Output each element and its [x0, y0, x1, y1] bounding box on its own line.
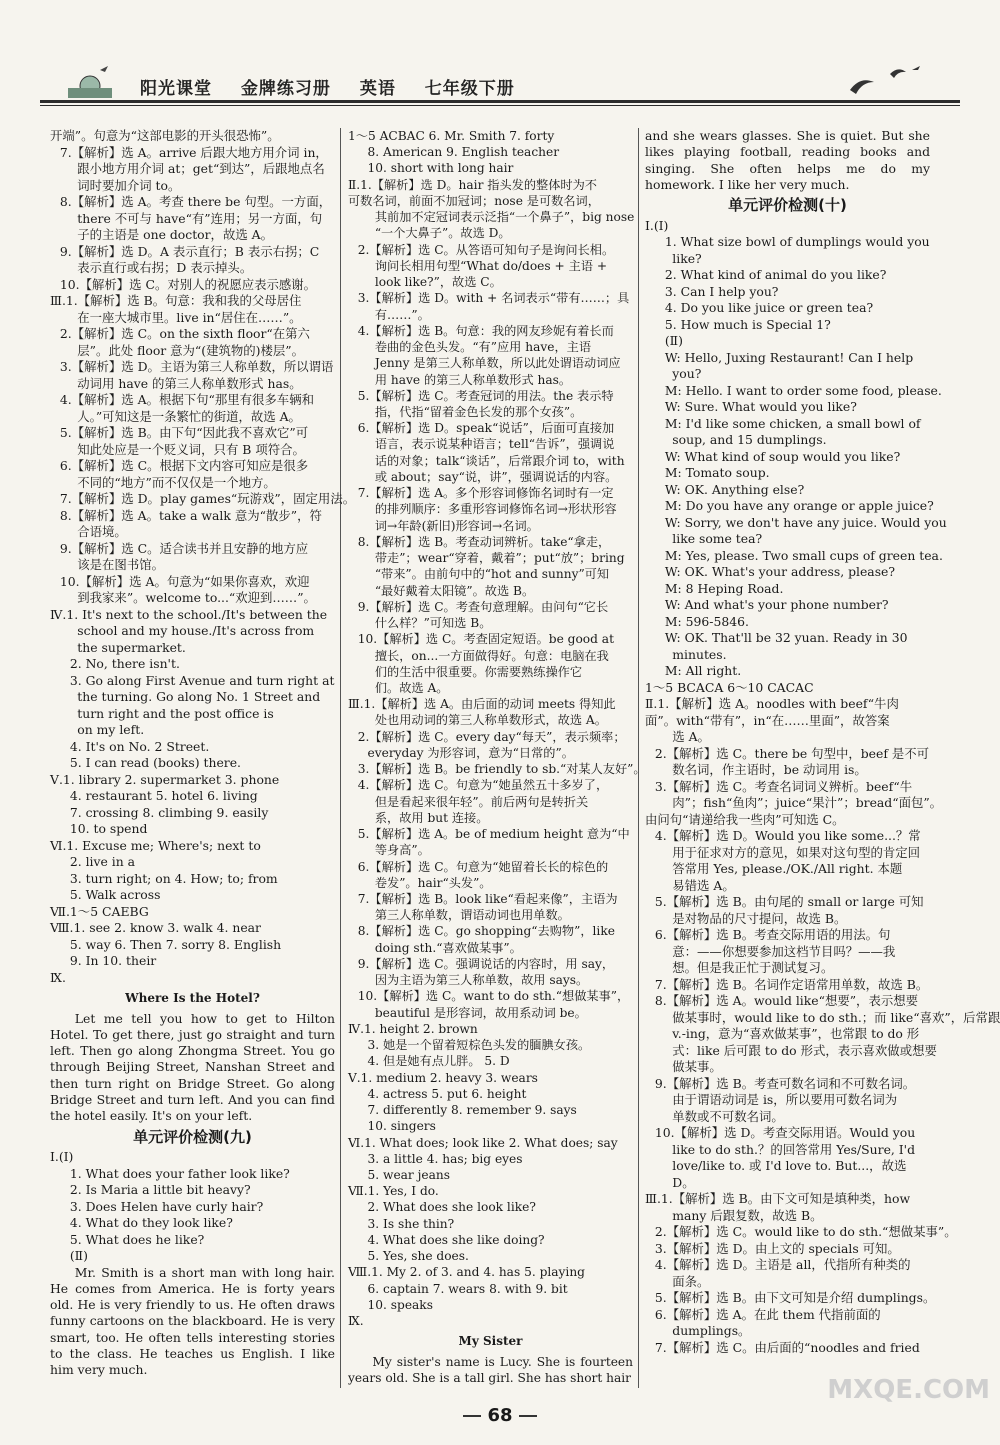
answer-line: Ⅵ.1. What does; look like 2. What does; say — [348, 1135, 618, 1150]
answer-line: 8.【解析】选 A。would like“想要”，表示想要 — [654, 993, 919, 1009]
answer-line: Ⅲ.1.【解析】选 A。由后面的动词 meets 得知此 — [348, 697, 616, 712]
answer-line: 6.【解析】选 A。在此 them 代指前面的 — [654, 1306, 881, 1322]
answer-line: 5.【解析】选 B。由下句“因此我不喜欢它”可 — [59, 425, 309, 440]
answer-line: M: 596-5846. — [664, 613, 749, 629]
answer-line: 想。但是我正忙于测试复习。 — [672, 960, 834, 976]
answer-line: beautiful 是形容词，故用系动词 be。 — [374, 1005, 587, 1020]
answer-line: 9.【解析】选 D。A 表示直行；B 表示右拐；C — [59, 243, 320, 259]
answer-line: 词→年龄(新旧)形容词→名词。 — [374, 518, 539, 533]
answer-line: 8.【解析】选 C。go shopping“去购物”，like — [357, 924, 615, 939]
page-number: 68 — [0, 1405, 1000, 1426]
answer-line: 不同的“地方”而不仅仅是一个地方。 — [77, 474, 276, 490]
answer-line: 指，代指“留着金色长发的那个女孩”。 — [374, 404, 583, 419]
answer-line: W: Sorry, we don't have any juice. Would you — [664, 514, 947, 530]
sunrise-logo-icon — [60, 60, 120, 100]
answer-line: 2. What does she look like? — [367, 1200, 536, 1215]
answer-line: 5.【解析】选 A。be of medium height 意为“中 — [357, 827, 630, 842]
answer-line: 3.【解析】选 B。be friendly to sb.“对某人友好”。 — [357, 762, 646, 777]
answer-line: 到我家来”。welcome to...“欢迎到……”。 — [77, 590, 316, 605]
answer-line: on my left. — [77, 722, 145, 737]
answer-line: 7.【解析】选 A。多个形容词修饰名词时有一定 — [357, 486, 614, 501]
answer-line: 2.【解析】选 C。would like to do sth.“想做某事”。 — [654, 1224, 957, 1240]
answer-line: W: Sure. What would you like? — [664, 399, 857, 415]
answer-line: Ⅶ.1～5 CAEBG — [50, 903, 149, 919]
header-title — [140, 74, 537, 99]
answer-line: 10.【解析】选 C。对别人的祝愿应表示感谢。 — [59, 276, 317, 292]
watermark: MXQE.COM — [827, 1375, 990, 1405]
answer-line: Ⅷ.1. see 2. know 3. walk 4. near — [50, 920, 261, 935]
answer-line: 系，故用 but 连接。 — [374, 810, 489, 825]
answer-line: 4.【解析】选 D。Would you like some...？常 — [654, 828, 921, 844]
answer-line: 5.【解析】选 C。考查冠词的用法。the 表示特 — [357, 388, 614, 403]
answer-line: D。 — [672, 1174, 695, 1190]
answer-line: 做某事。 — [672, 1059, 722, 1075]
header-rule — [40, 100, 960, 103]
answer-line: 表示直行或右拐；D 表示掉头。 — [77, 260, 253, 275]
answer-line: 8. American 9. English teacher — [367, 145, 560, 160]
answer-line: 3. 她是一个留着短棕色头发的腼腆女孩。 — [367, 1038, 591, 1053]
answer-line: 5.【解析】选 B。由句尾的 small or large 可知 — [654, 894, 924, 910]
answer-line: 用于征求对方的意见，如果对这句型的肯定回 — [672, 844, 921, 860]
section-title: 单元评价检测(十) — [728, 196, 847, 215]
answer-line: 5. What does he like? — [69, 1231, 205, 1247]
answer-line: 易错选 A。 — [672, 877, 735, 893]
answer-line: like to do sth.？的回答常用 Yes/Sure, I'd — [672, 1141, 916, 1157]
answer-line: Ⅱ.1.【解析】选 D。hair 指头发的整体时为不 — [348, 177, 597, 192]
answer-line: 4. Do you like juice or green tea? — [664, 300, 874, 316]
answer-line: Ⅸ. — [348, 1314, 364, 1329]
answer-line: 合语境。 — [77, 524, 127, 539]
answer-line: 8.【解析】选 B。考查动词辨析。take“拿走， — [357, 534, 611, 549]
birds-icon — [840, 60, 930, 100]
answer-line: there 不可与 have“有”连用；另一方面，句 — [77, 210, 323, 226]
answer-line: 10.【解析】选 C。want to do sth.“想做某事”， — [357, 989, 630, 1004]
answer-line: 7.【解析】选 B。look like“看起来像”，主语为 — [357, 892, 618, 907]
answer-line: 4.【解析】选 D。主语是 all，代指所有种类的 — [654, 1257, 911, 1273]
answer-line: everyday 为形容词，意为“日常的”。 — [367, 745, 574, 760]
grade-name: 七年级下册 — [424, 79, 515, 99]
answer-line: 人。”可知这是一条繁忙的街道，故选 A。 — [77, 408, 301, 424]
answer-line: W: OK. That'll be 32 yuan. Ready in 30 — [664, 630, 908, 646]
answer-line: Ⅳ.1. height 2. brown — [348, 1021, 478, 1036]
answer-line: 或 about；say“说，讲”，强调说话的内容。 — [374, 469, 618, 484]
answer-line: 4. restaurant 5. hotel 6. living — [69, 788, 258, 803]
answer-line: 5. I can read (books) there. — [69, 755, 241, 770]
answer-line: 话的对象；talk“谈话”，后常跟介词 to，with — [374, 453, 625, 468]
answer-line: 7.【解析】选 A。arrive 后跟大地方用介词 in， — [59, 144, 328, 160]
answer-line: W: OK. Anything else? — [664, 481, 805, 497]
answer-line: 由问句“请递给我一些肉”可知选 C。 — [645, 811, 845, 827]
answer-line: 的排列顺序：多重形容词修饰名词→形状形容 — [374, 502, 617, 517]
answer-line: 4.【解析】选 B。句意：我的网友珍妮有着长而 — [357, 323, 614, 338]
answer-line: W: OK. What's your address, please? — [664, 564, 896, 580]
answer-line: 2. live in a — [69, 854, 136, 869]
answer-line: 带走”；wear“穿着，戴着”；put“放”；bring — [374, 551, 625, 566]
answer-line: 该是在图书馆。 — [77, 557, 164, 572]
passage-text: Let me tell you how to get to Hilton Hotel. To get there, just go straight and turn left. Then go along Zhongma Street. You go through Beijing Street, Nanshan Street and then turn right on Bridge Street. Go along Bridge Street and turn left. And you can find the hotel easily. It's on your left. — [50, 1010, 335, 1124]
answer-line: Ⅷ.1. My 2. of 3. and 4. has 5. playing — [348, 1265, 585, 1280]
answer-line: Ⅵ.1. Excuse me; Where's; next to — [50, 837, 261, 853]
answer-line: 6.【解析】选 B。考查交际用语的用法。句 — [654, 927, 891, 943]
answer-line: “带来”。由前句中的“hot and sunny”可知 — [374, 567, 610, 582]
answer-line: 3.【解析】选 C。考查名词词义辨析。beef“牛 — [654, 778, 913, 794]
answer-line: 9.【解析】选 C。强调说话的内容时，用 say， — [357, 956, 615, 971]
answer-line: 层”。此处 floor 意为“(建筑物的)楼层”。 — [77, 342, 304, 358]
answer-line: Ⅸ. — [50, 969, 66, 985]
answer-line: 第三人称单数，谓语动词也用单数。 — [374, 908, 570, 923]
answer-line: 肉”；fish“鱼肉”；juice“果汁”；bread“面包”。 — [672, 795, 943, 811]
answer-line: soup, and 15 dumplings. — [672, 432, 827, 448]
answer-line: 但是看起来很年轻”。前后两句是转折关 — [374, 794, 589, 809]
answer-line: 面”。with“带有”，in“在……里面”，故答案 — [645, 712, 890, 728]
answer-line: 3. Go along First Avenue and turn right at — [69, 672, 335, 688]
answer-line: 卷曲的金色头发。“有”应用 have，主语 — [374, 340, 592, 355]
answer-line: v.-ing，意为“喜欢做某事”，也常跟 to do 形 — [672, 1026, 920, 1042]
header-rule-thin — [40, 105, 960, 106]
answer-line: (Ⅱ) — [69, 1248, 88, 1264]
answer-line: 9.【解析】选 C。考查句意理解。由问句“它长 — [357, 599, 609, 614]
answer-line: 3. Can I help you? — [664, 283, 779, 299]
answer-column-2 — [348, 128, 646, 1386]
answer-line: M: Tomato soup. — [664, 465, 770, 481]
answer-line: like some tea? — [672, 531, 763, 547]
answer-line: M: All right. — [664, 663, 742, 679]
answer-line: 3. Is she thin? — [367, 1216, 455, 1231]
answer-line: dumplings。 — [672, 1323, 751, 1339]
answer-line: 5.【解析】选 B。由下文可知是介绍 dumplings。 — [654, 1290, 936, 1306]
answer-line: 4. What do they look like? — [69, 1215, 233, 1231]
answer-line: 1～5 ACBAC 6. Mr. Smith 7. forty — [348, 129, 555, 143]
answer-line: Ⅱ.1.【解析】选 A。noodles with beef“牛肉 — [645, 696, 899, 712]
answer-line: 什么样？”可知选 B。 — [374, 616, 492, 631]
answer-line: 4. It's on No. 2 Street. — [69, 738, 210, 754]
passage-text: My sister's name is Lucy. She is fourteen years old. She is a tall girl. She has short hair — [348, 1354, 633, 1385]
answer-line: 动词用 have 的第三人称单数形式 has。 — [77, 375, 302, 391]
answer-line: doing sth.“喜欢做某事”。 — [374, 940, 522, 955]
answer-line: 6.【解析】选 C。句意为“她留着长长的棕色的 — [357, 859, 609, 874]
answer-line: 有……”。 — [374, 307, 430, 322]
answer-line: Ⅶ.1. Yes, I do. — [348, 1184, 439, 1199]
answer-line: school and my house./It's across from — [77, 623, 315, 638]
passage-title: Where Is the Hotel? — [125, 991, 260, 1005]
section-title: 单元评价检测(九) — [133, 1127, 252, 1146]
answer-line: Ⅴ.1. medium 2. heavy 3. wears — [348, 1070, 538, 1085]
answer-line: 是对物品的尺寸提问，故选 B。 — [672, 910, 847, 926]
answer-line: Ⅰ.(Ⅰ) — [645, 217, 669, 233]
answer-line: 10. short with long hair — [367, 161, 514, 176]
answer-line: 7. crossing 8. climbing 9. easily — [69, 804, 269, 820]
answer-line: 询问长相用句型“What do/does + 主语 + — [374, 258, 608, 273]
answer-line: 7. differently 8. remember 9. says — [367, 1103, 577, 1118]
answer-line: 4. What does she like doing? — [367, 1232, 545, 1247]
answer-line: 用 have 的第三人称单数形式 has。 — [374, 372, 572, 387]
answer-line: 跟小地方用介词 at；get“到达”，后跟地点名 — [77, 161, 325, 176]
answer-line: you? — [672, 366, 702, 382]
answer-line: 10.【解析】选 D。考查交际用语。Would you — [654, 1125, 916, 1141]
answer-line: 面条。 — [672, 1273, 710, 1289]
answer-line: “一个大鼻子”。故选 D。 — [374, 226, 511, 241]
answer-line: W: What kind of soup would you like? — [664, 448, 901, 464]
answer-line: 擅长，on...一方面做得好。句意：电脑在我 — [374, 648, 609, 663]
answer-line: 10. singers — [367, 1119, 436, 1134]
column-1-listening — [50, 1149, 335, 1265]
answer-line: 开端”。句意为“这部电影的开头很恐怖”。 — [50, 128, 280, 143]
answer-line: like? — [672, 250, 702, 266]
answer-line: 卷发”。hair“头发”。 — [374, 875, 492, 890]
answer-line: 在一座大城市里。live in“居住在……”。 — [77, 309, 302, 325]
column-3-answers — [645, 217, 1000, 1357]
answer-line: Ⅲ.1.【解析】选 B。句意：我和我的父母居住 — [50, 293, 302, 308]
answer-line: 9.【解析】选 B。考查可数名词和不可数名词。 — [654, 1075, 916, 1091]
answer-line: 3. turn right; on 4. How; to; from — [69, 870, 278, 886]
page-header — [40, 60, 960, 115]
answer-line: 7.【解析】选 B。名词作定语常用单数，故选 B。 — [654, 976, 929, 992]
answer-line: 2.【解析】选 C。every day“每天”，表示频率； — [357, 729, 626, 744]
answer-line: 5. Yes, she does. — [367, 1249, 469, 1264]
answer-line: “最好戴着太阳镜”。故选 B。 — [374, 583, 535, 598]
answer-line: 10.【解析】选 A。句意为“如果你喜欢，欢迎 — [59, 573, 310, 589]
answer-line: M: 8 Heping Road. — [664, 580, 784, 596]
answer-line: 答常用 Yes, please./OK./All right. 本题 — [672, 861, 903, 877]
passage-continuation: and she wears glasses. She is quiet. But she likes playing football, reading books and singing. She often helps me do my homework. I like her very much. — [645, 128, 930, 192]
answer-line: 4.【解析】选 C。句意为“她虽然五十多岁了， — [357, 778, 609, 793]
answer-line: Ⅳ.1. It's next to the school./It's between the — [50, 606, 328, 622]
answer-line: 2.【解析】选 C。there be 句型中，beef 是不可 — [654, 745, 930, 761]
answer-line: look like?”，故选 C。 — [374, 275, 502, 290]
answer-line: the supermarket. — [77, 639, 186, 655]
answer-line: 2. No, there isn't. — [69, 656, 180, 671]
answer-column-1 — [50, 128, 356, 1379]
answer-line: 2. Is Maria a little bit heavy? — [69, 1182, 251, 1198]
answer-line: 数名词，作主语时，be 动词用 is。 — [672, 762, 867, 778]
answer-line: 式：like 后可跟 to do 形式，表示喜欢做或想要 — [672, 1042, 937, 1058]
answer-line: many 后跟复数，故选 B。 — [672, 1207, 823, 1223]
answer-line: 2.【解析】选 C。on the sixth floor“在第六 — [59, 326, 310, 341]
answer-line: 10. speaks — [367, 1297, 433, 1312]
answer-line: 1. What does your father look like? — [69, 1165, 290, 1181]
answer-line: turn right and the post office is — [77, 705, 274, 721]
answer-line: 语言，表示说某种语言；tell“告诉”，强调说 — [374, 437, 615, 452]
answer-line: Jenny 是第三人称单数，所以此处谓语动词应 — [374, 356, 621, 371]
answer-line: 4. 但是她有点儿胖。 5. D — [367, 1054, 510, 1069]
answer-line: (Ⅱ) — [664, 333, 683, 349]
answer-line: 5. way 6. Then 7. sorry 8. English — [69, 936, 282, 952]
answer-line: 3.【解析】选 D。主语为第三人称单数，所以谓语 — [59, 359, 334, 374]
answer-line: 3. a little 4. has; big eyes — [367, 1151, 523, 1166]
answer-line: 5. Walk across — [69, 887, 161, 902]
answer-line: W: Hello, Juxing Restaurant! Can I help — [664, 349, 914, 365]
answer-line: 意：——你想要参加这档节目吗？——我 — [672, 943, 896, 959]
answer-line: 3.【解析】选 D。with + 名词表示“带有……；具 — [357, 291, 630, 306]
answer-line: 8.【解析】选 A。take a walk 意为“散步”，符 — [59, 507, 322, 523]
book-name: 金牌练习册 — [240, 79, 331, 99]
answer-line: 1. What size bowl of dumplings would you — [664, 234, 930, 250]
answer-line: 9.【解析】选 C。适合读书并且安静的地方应 — [59, 540, 309, 556]
answer-line: 10.【解析】选 C。考查固定短语。be good at — [357, 632, 614, 647]
answer-line: M: Hello. I want to order some food, please. — [664, 382, 942, 398]
answer-line: 8.【解析】选 A。考查 there be 句型。一方面， — [59, 194, 332, 209]
listening-passage: Mr. Smith is a short man with long hair. He comes from America. He is forty years old. He is very friendly to us. He often draws funny cartoons on the blackboard. He is very smart, too. He often tells interesting stories to the class. He teaches us English. I like him very much. — [50, 1264, 335, 1378]
answer-line: 6. captain 7. wears 8. with 9. bit — [367, 1281, 568, 1296]
answer-line: 因为主语为第三人称单数，故用 says。 — [374, 973, 589, 988]
column-divider — [340, 128, 341, 1388]
answer-line: 2. What kind of animal do you like? — [664, 267, 887, 283]
answer-line: 7.【解析】选 C。由后面的“noodles and fried — [654, 1339, 920, 1355]
answer-line: 9. In 10. their — [69, 953, 157, 968]
series-name: 阳光课堂 — [140, 79, 212, 99]
answer-line: M: Do you have any orange or apple juice? — [664, 498, 934, 514]
answer-line: love/like to. 或 I'd love to. But...，故选 — [672, 1158, 907, 1174]
answer-line: 3. Does Helen have curly hair? — [69, 1198, 264, 1214]
answer-column-3 — [645, 128, 1000, 1356]
answer-line: 们。故选 A。 — [374, 680, 449, 695]
answer-line: Ⅴ.1. library 2. supermarket 3. phone — [50, 771, 280, 787]
answer-line: 可数名词，前面不加冠词；nose 是可数名词， — [348, 193, 600, 208]
answer-line: 选 A。 — [672, 729, 710, 745]
answer-line: 单数或不可数名词。 — [672, 1108, 784, 1124]
answer-line: 知此处应是一个贬义词，只有 B 项符合。 — [77, 441, 305, 457]
subject-name: 英语 — [359, 79, 396, 99]
answer-line: 5. How much is Special 1? — [664, 316, 831, 332]
column-2-answers — [348, 128, 646, 1329]
answer-line: 6.【解析】选 D。speak“说话”，后面可直接加 — [357, 421, 615, 436]
answer-line: 词时要加介词 to。 — [77, 177, 181, 193]
answer-line: 处也用动词的第三人称单数形式，故选 A。 — [374, 713, 607, 728]
column-1-answers — [50, 128, 356, 986]
answer-line: 5. wear jeans — [367, 1168, 450, 1182]
answer-line: W: And what's your phone number? — [664, 597, 889, 613]
answer-line: Ⅲ.1.【解析】选 B。由下文可知是填种类，how — [645, 1191, 911, 1207]
answer-line: 1～5 BCACA 6～10 CACAC — [645, 679, 814, 695]
answer-line: 4.【解析】选 A。根据下句“那里有很多车辆和 — [59, 392, 314, 407]
answer-line: Ⅰ.(Ⅰ) — [50, 1149, 74, 1165]
answer-line: 等身高”。 — [374, 843, 430, 858]
answer-line: 10. to spend — [69, 821, 148, 836]
answer-line: 4. actress 5. put 6. height — [367, 1086, 527, 1101]
answer-line: the turning. Go along No. 1 Street and — [77, 689, 321, 704]
answer-line: 2.【解析】选 C。从答语可知句子是询问长相。 — [357, 242, 615, 257]
answer-line: M: I'd like some chicken, a small bowl of — [664, 415, 921, 431]
answer-line: 子的主语是 one doctor，故选 A。 — [77, 227, 274, 242]
answer-line: 由于谓语动词是 is，所以要用可数名词为 — [672, 1092, 898, 1108]
answer-line: 3.【解析】选 D。由上文的 specials 可知。 — [654, 1240, 900, 1256]
answer-line: 做某事时，would like to do sth.；而 like“喜欢”，后常跟 — [672, 1009, 1000, 1025]
answer-line: 6.【解析】选 C。根据下文内容可知应是很多 — [59, 458, 309, 473]
answer-line: 7.【解析】选 D。play games“玩游戏”，固定用法。 — [59, 491, 356, 506]
column-divider — [638, 128, 639, 1388]
answer-line: minutes. — [672, 646, 727, 662]
answer-line: M: Yes, please. Two small cups of green tea. — [664, 547, 943, 563]
passage-title: My Sister — [458, 1334, 523, 1349]
answer-line: 们的生活中很重要。你需要熟练操作它 — [374, 664, 583, 679]
answer-line: 其前加不定冠词表示泛指“一个鼻子”，big nose — [374, 210, 635, 225]
